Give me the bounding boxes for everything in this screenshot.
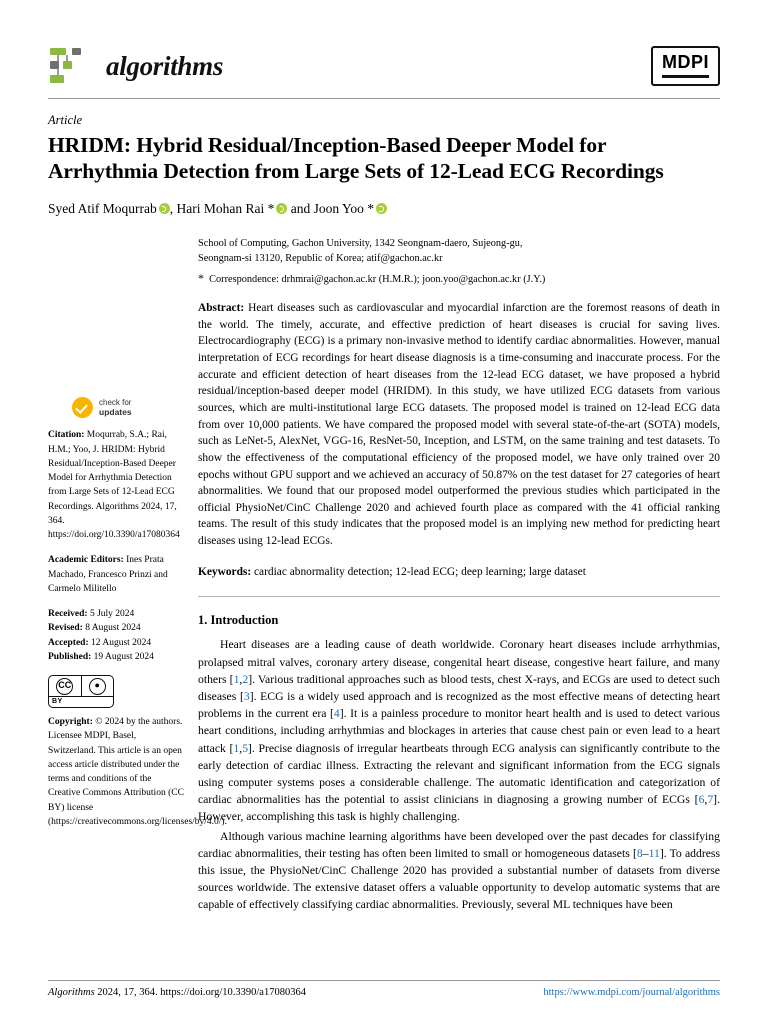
p1-part-d: ]. ECG is a widely used approach and is recognized as the most effective means of detecting heart problems in the current era [ [198,689,720,721]
footer-right [543,987,720,998]
copyright-text: © 2024 by the authors. Licensee MDPI, Basel, Switzerland. This article is an open access article distributed under the terms and conditions of the Creative Commons Attribution (CC BY) license (https://creativecommons.org/licenses/by/4.0/). [48,717,227,827]
page-title: HRIDM: Hybrid Residual/Inception-Based Deeper Model for Arrhythmia Detection from Large Sets of 12-Lead ECG Recordings [48,133,664,184]
mdpi-bar [662,75,709,78]
p1-part-g: ]. Precise diagnosis of irregular heartbeats through ECG analysis can significantly contribute to the early detection of cardiac illness. Extracting the relevant and significant information from the ECG signals using computer systems poses a considerable challenge. The automatic identification and categorization of cardiac abnormalities has the potential to assist clinicians in diagnosing a growing number of ECGs [ [198,741,720,807]
page-footer [48,980,720,998]
copyright-label: Copyright: [48,717,93,728]
cc-person-icon: ● [82,676,114,696]
affiliation-block [198,237,720,288]
accepted-row [48,636,184,650]
citation-label: Citation: [48,430,85,441]
check-updates-text [99,398,132,417]
mdpi-label: MDPI [662,52,709,72]
cc-by-icon [48,675,114,708]
creative-commons-icon: CC [49,676,82,696]
abstract-label: Abstract: [198,302,245,315]
footer-journal-name: Algorithms [48,987,95,998]
footer-rule [48,980,720,981]
p2-dash: – [642,846,649,860]
citation-text: Moqurrab, S.A.; Rai, H.M.; Yoo, J. HRIDM: Hybrid Residual/Inception-Based Deeper Model for Arrhythmia Detection from Large Sets of 12-Lead ECG Recordings. Algorithms 2024, 17, 364. https://doi.org/10.3390/a17080364 [48,430,180,541]
paragraph-1 [198,636,720,825]
citation-block [48,428,184,542]
revised-row [48,621,184,635]
check-for-updates-badge[interactable] [72,397,184,418]
check-updates-line2: updates [99,406,132,417]
affiliation-line-1: School of Computing, Gachon University, 1342 Seongnam-daero, Sujeong-gu, [198,238,523,250]
correspondence-line [198,270,720,288]
masthead-rule [48,98,720,99]
p2-part-a: Although various machine learning algorithms have been developed over the past decades for classifying cardiac abnormalities, their testing has often been limited to small or homogeneous datasets [ [198,829,720,860]
p1-part-i: ]. However, accomplishing this task is highly challenging. [198,793,720,824]
journal-url-link[interactable]: https://www.mdpi.com/journal/algorithms [543,987,720,998]
keywords [198,564,720,581]
received-value: 5 July 2024 [87,609,135,620]
orcid-icon-3[interactable] [376,203,387,214]
journal-title: algorithms [106,50,224,81]
citation-link-10[interactable]: 11 [648,846,660,860]
keywords-label: Keywords: [198,565,252,578]
citation-link-9[interactable]: 8 [636,846,643,860]
author-list [48,200,720,219]
masthead [48,0,720,98]
academic-editors-block [48,553,184,596]
affiliation-line-2: Seongnam-si 13120, Republic of Korea; atif@gachon.ac.kr [198,253,443,265]
accepted-label: Accepted: [48,637,89,648]
revised-value: 8 August 2024 [82,623,141,634]
citation-link-7[interactable]: 6 [698,793,705,807]
abstract-text: Heart diseases such as cardiovascular and myocardial infarction are the foremost reasons of death in the world. The timely, accurate, and effective prediction of heart diseases is crucial for saving lives. Electrocardiography (ECG) is a primary non-invasive method to identify cardiac abnormalities. However, manual interpretation of ECG recordings for heart disease diagnosis is a time-consuming and inaccurate process. For the accurate and efficient detection of heart diseases from the 12-lead ECG dataset, we have proposed a hybrid residual/inception-based deeper model (HRIDM). In this study, we have utilized ECG datasets from various sources, which are multi-institutional large ECG datasets. The proposed model is trained on 12-lead ECG data from over 10,000 patients. We have compared the proposed model with several state-of-the-art (SOTA) models, such as LeNet-5, AlexNet, VGG-16, ResNet-50, Inception, and LSTM, on the same training and test datasets. To show the effectiveness of the computational efficiency of the proposed model, we have only trained over 20 epochs without GPU support and we achieved an accuracy of 50.87% on the test dataset for 27 categories of heart abnormalities. We found that our proposed model outperformed the previous studies which participated in the official PhysioNet/CinC Challenge 2020 and achieved fourth place as compared with the 41 official ranking teams. The result of this study indicates that the proposed model is an implying new method for predicting heart diseases using 12-lead ECGs. [198,302,720,548]
published-label: Published: [48,651,92,662]
algorithms-logo-icon [48,44,92,88]
published-value: 19 August 2024 [91,651,154,662]
dates-block [48,607,184,664]
section-heading-introduction: 1. Introduction [198,613,279,628]
paragraph-2 [198,828,720,914]
citation-link-3[interactable]: 3 [243,689,250,703]
accepted-value: 12 August 2024 [88,637,152,648]
p2-part-b: ]. To address this issue, the PhysioNet/CinC Challenge 2020 has provided a substantial number of datasets from diverse sources worldwide. The extensive dataset offers a valuable opportunity to develop automatic systems that are capable of effectively classifying cardiac abnormalities. Previously, several ML techniques have been [198,846,720,912]
article-type: Article [48,113,83,127]
p1-part-b: , [239,672,243,686]
p1-part-a: Heart diseases are a leading cause of death worldwide. Coronary heart diseases include arrhythmias, prolapsed mitral valves, coronary artery disease, congenital heart disease, congestive heart failure, and many others [ [198,638,720,686]
orcid-icon-1[interactable] [159,203,170,214]
citation-link-6[interactable]: 5 [242,741,249,755]
academic-editors-label: Academic Editors: [48,555,124,566]
footer-left [48,987,306,998]
main-column [198,237,720,915]
correspondence-marker: * [198,271,204,286]
footer-citation: 2024, 17, 364. https://doi.org/10.3390/a17080364 [94,987,306,998]
mdpi-logo [651,46,720,86]
correspondence-text: Correspondence: drhmrai@gachon.ac.kr (H.M.R.); joon.yoo@gachon.ac.kr (J.Y.) [209,274,546,286]
revised-label: Revised: [48,623,83,634]
journal-brand [48,44,223,88]
section-divider [198,596,720,597]
citation-link-4[interactable]: 4 [333,707,340,721]
citation-link-8[interactable]: 7 [707,793,714,807]
p1-part-h: , [704,793,708,807]
received-label: Received: [48,609,88,620]
received-row [48,607,184,621]
p1-part-c: ]. Various traditional approaches such as blood tests, chest X-rays, and ECGs are used to detect such diseases [ [198,672,720,703]
p1-part-f: , [239,741,243,755]
orcid-icon-2[interactable] [276,203,287,214]
cc-by-strip [49,696,113,707]
p1-part-e: ]. It is a painless procedure to monitor heart health and is used to detect various heart conditions, including arrhythmias and blockages in arteries that cause chest pain or even lead to a heart attack [ [198,707,720,755]
cc-by-label: BY [52,697,63,705]
cc-by-top [49,676,113,696]
author-1: Syed Atif Moqurrab [48,201,157,217]
check-updates-line1: check for [99,398,132,408]
citation-link-2[interactable]: 2 [242,672,249,686]
footer-row [48,987,720,998]
cc-license-badge[interactable] [48,675,184,708]
citation-link-1[interactable]: 1 [233,672,240,686]
author-3: and Joon Yoo * [287,201,375,217]
abstract [198,300,720,550]
citation-link-5[interactable]: 1 [233,741,240,755]
copyright-block [48,715,227,829]
check-mark-icon [72,397,93,418]
published-row [48,650,184,664]
content-area [48,237,720,915]
author-2: , Hari Mohan Rai * [169,201,275,217]
academic-editors-text: Ines Prata Machado, Francesco Prinzi and Carmelo Militello [48,555,168,594]
keywords-text: cardiac abnormality detection; 12-lead ECG; deep learning; large dataset [251,565,586,578]
